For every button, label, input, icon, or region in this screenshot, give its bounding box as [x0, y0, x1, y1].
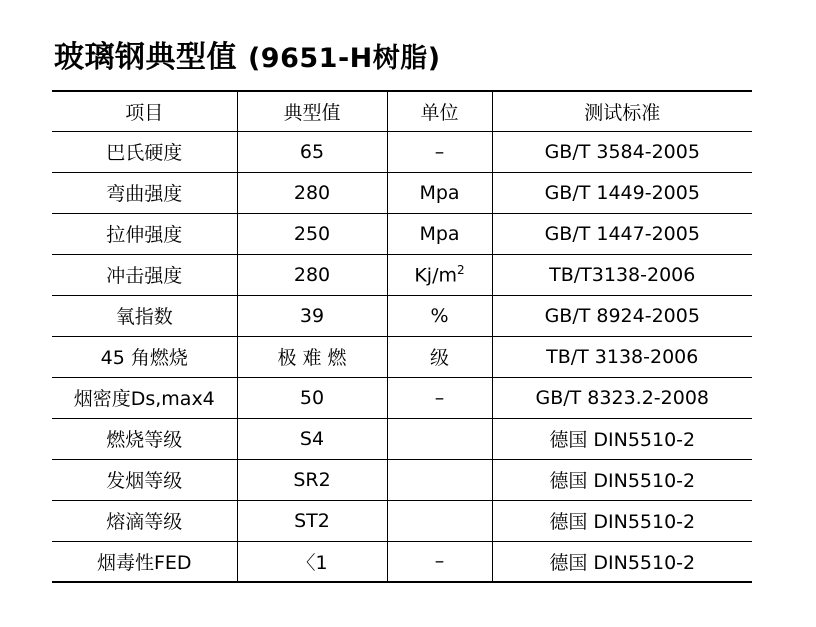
cell-unit: % [387, 295, 492, 336]
cell-item: 发烟等级 [52, 459, 237, 500]
cell-value: 极 难 燃 [237, 336, 387, 377]
cell-value: S4 [237, 418, 387, 459]
cell-unit: – [387, 131, 492, 172]
cell-standard: TB/T 3138-2006 [492, 336, 752, 377]
cell-value: 50 [237, 377, 387, 418]
table-row [52, 459, 752, 500]
table-row [52, 254, 752, 295]
cell-value: 39 [237, 295, 387, 336]
column-header-standard: 测试标准 [492, 91, 752, 131]
cell-standard: TB/T3138-2006 [492, 254, 752, 295]
cell-value: 280 [237, 254, 387, 295]
cell-unit: Mpa [387, 172, 492, 213]
table-row [52, 131, 752, 172]
cell-unit: – [387, 377, 492, 418]
cell-value: ST2 [237, 500, 387, 541]
cell-unit [387, 459, 492, 500]
cell-value: 65 [237, 131, 387, 172]
cell-unit [387, 418, 492, 459]
cell-unit: – [387, 541, 492, 582]
table-header [52, 91, 752, 131]
table-row [52, 418, 752, 459]
cell-standard: GB/T 1447-2005 [492, 213, 752, 254]
cell-item: 氧指数 [52, 295, 237, 336]
column-header-unit: 单位 [387, 91, 492, 131]
cell-unit [387, 500, 492, 541]
table-header-row [52, 91, 752, 131]
cell-unit: 级 [387, 336, 492, 377]
cell-standard: 德国 DIN5510-2 [492, 500, 752, 541]
table-row [52, 541, 752, 582]
cell-item: 弯曲强度 [52, 172, 237, 213]
cell-standard: 德国 DIN5510-2 [492, 418, 752, 459]
table-row [52, 172, 752, 213]
cell-value: 〈1 [237, 541, 387, 582]
table-row [52, 500, 752, 541]
cell-item: 烟毒性FED [52, 541, 237, 582]
cell-standard: GB/T 3584-2005 [492, 131, 752, 172]
cell-standard: GB/T 8924-2005 [492, 295, 752, 336]
cell-item: 巴氏硬度 [52, 131, 237, 172]
cell-value: 280 [237, 172, 387, 213]
page-title-main: 玻璃钢典型值 [54, 40, 237, 75]
cell-item: 45 角燃烧 [52, 336, 237, 377]
cell-unit: Mpa [387, 213, 492, 254]
cell-standard: GB/T 8323.2-2008 [492, 377, 752, 418]
cell-value: SR2 [237, 459, 387, 500]
table-body [52, 131, 752, 582]
page-title-sub: (9651-H树脂) [247, 43, 441, 74]
page-title [54, 32, 764, 76]
cell-unit: $Kj/m^2$ [387, 254, 492, 295]
cell-value: 250 [237, 213, 387, 254]
cell-standard: 德国 DIN5510-2 [492, 459, 752, 500]
cell-standard: 德国 DIN5510-2 [492, 541, 752, 582]
cell-item: 冲击强度 [52, 254, 237, 295]
spec-table [52, 90, 752, 583]
cell-standard: GB/T 1449-2005 [492, 172, 752, 213]
table-row [52, 336, 752, 377]
cell-item: 燃烧等级 [52, 418, 237, 459]
cell-item: 烟密度Ds,max4 [52, 377, 237, 418]
cell-item: 熔滴等级 [52, 500, 237, 541]
table-row [52, 213, 752, 254]
table-row [52, 295, 752, 336]
column-header-item: 项目 [52, 91, 237, 131]
cell-item: 拉伸强度 [52, 213, 237, 254]
column-header-value: 典型值 [237, 91, 387, 131]
table-row [52, 377, 752, 418]
